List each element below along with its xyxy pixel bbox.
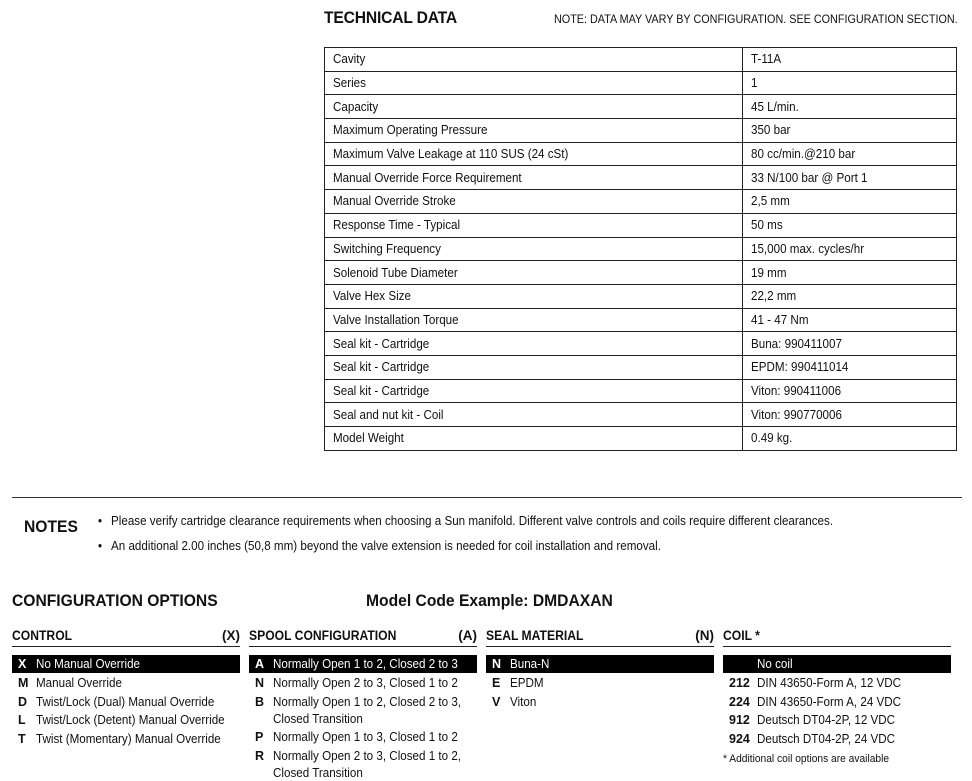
- technical-data-table: [324, 47, 957, 451]
- coil-footnote: * Additional coil options are available: [723, 753, 890, 765]
- technical-data-row: [325, 142, 957, 166]
- seal-option-text: Buna-N: [510, 657, 550, 671]
- control-option-code: D: [18, 695, 28, 709]
- spec-label: Cavity: [333, 52, 366, 67]
- technical-data-row: [325, 166, 957, 190]
- notes-divider: [12, 497, 962, 498]
- seal-option: [486, 693, 714, 711]
- spec-label: Model Weight: [333, 431, 404, 446]
- spec-label: Solenoid Tube Diameter: [333, 265, 458, 280]
- coil-option-text: Deutsch DT04-2P, 12 VDC: [757, 713, 896, 727]
- coil-option: [723, 693, 951, 711]
- spec-label: Valve Hex Size: [333, 289, 411, 304]
- seal-header-name: SEAL MATERIAL: [486, 628, 584, 643]
- spool-option: [249, 655, 477, 673]
- seal-option-text: EPDM: [510, 676, 544, 690]
- technical-data-row: [325, 355, 957, 379]
- technical-data-row: [325, 237, 957, 261]
- spec-label: Seal and nut kit - Coil: [333, 407, 444, 422]
- bullet-icon: •: [98, 539, 103, 553]
- control-option-code: M: [18, 676, 29, 690]
- spec-label-cell: [325, 142, 743, 166]
- spool-header-code: (A): [458, 628, 477, 643]
- technical-data-row: [325, 48, 957, 72]
- spool-option: [249, 728, 477, 746]
- spec-label: Seal kit - Cartridge: [333, 360, 430, 375]
- spool-option-code: P: [255, 730, 264, 744]
- note-text: An additional 2.00 inches (50,8 mm) beyond the valve extension is needed for coil installation and removal.: [111, 539, 661, 553]
- spec-value: 350 bar: [751, 123, 791, 138]
- spec-label-cell: [325, 308, 743, 332]
- coil-header: [723, 628, 951, 647]
- technical-data-row: [325, 71, 957, 95]
- coil-option-code: 224: [729, 695, 750, 709]
- control-option: [12, 655, 240, 673]
- seal-option: [486, 674, 714, 692]
- note-item: [98, 539, 661, 553]
- spec-label-cell: [325, 427, 743, 451]
- configuration-title: CONFIGURATION OPTIONS: [12, 591, 218, 610]
- spec-value-cell: [743, 166, 957, 190]
- control-header-name: CONTROL: [12, 628, 73, 643]
- technical-data-row: [325, 213, 957, 237]
- seal-option-code: N: [492, 657, 502, 671]
- spec-value-cell: [743, 48, 957, 72]
- spec-label-cell: [325, 95, 743, 119]
- spec-value-cell: [743, 427, 957, 451]
- coil-option-text: DIN 43650-Form A, 12 VDC: [757, 676, 902, 690]
- coil-option-code: 924: [729, 732, 750, 746]
- control-option-text: Twist (Momentary) Manual Override: [36, 732, 221, 746]
- control-option: [12, 693, 240, 711]
- technical-data-row: [325, 403, 957, 427]
- spool-header-name: SPOOL CONFIGURATION: [249, 628, 397, 643]
- control-option: [12, 711, 240, 729]
- technical-data-title: TECHNICAL DATA: [324, 8, 457, 27]
- coil-header-name: COIL *: [723, 628, 760, 643]
- spec-value-cell: [743, 308, 957, 332]
- spec-label: Seal kit - Cartridge: [333, 336, 430, 351]
- spec-label-cell: [325, 213, 743, 237]
- spec-label: Valve Installation Torque: [333, 312, 459, 327]
- spec-label-cell: [325, 71, 743, 95]
- technical-data-row: [325, 379, 957, 403]
- spec-label: Seal kit - Cartridge: [333, 383, 430, 398]
- spec-label-cell: [325, 355, 743, 379]
- technical-data-row: [325, 332, 957, 356]
- spec-value: 41 - 47 Nm: [751, 312, 809, 327]
- spec-value-cell: [743, 355, 957, 379]
- spec-value-cell: [743, 190, 957, 214]
- spool-option-text-continued: Closed Transition: [273, 712, 363, 726]
- spool-option-text: Normally Open 1 to 2, Closed 2 to 3,: [273, 695, 462, 709]
- model-code-example: Model Code Example: DMDAXAN: [366, 591, 613, 610]
- spec-value: 22,2 mm: [751, 289, 797, 304]
- technical-data-row: [325, 284, 957, 308]
- seal-option-text: Viton: [510, 695, 537, 709]
- spool-option: [249, 674, 477, 692]
- spec-value: Buna: 990411007: [751, 336, 842, 351]
- spec-value: 33 N/100 bar @ Port 1: [751, 170, 868, 185]
- spec-value: 0.49 kg.: [751, 431, 793, 446]
- spec-label-cell: [325, 332, 743, 356]
- seal-header: [486, 628, 714, 647]
- spec-label-cell: [325, 190, 743, 214]
- notes-label: NOTES: [24, 517, 78, 536]
- coil-option-code: 212: [729, 676, 750, 690]
- coil-option: [723, 674, 951, 692]
- coil-option: [723, 655, 951, 673]
- control-header: [12, 628, 240, 647]
- spec-value-cell: [743, 403, 957, 427]
- spec-value: Viton: 990770006: [751, 407, 842, 422]
- note-text: Please verify cartridge clearance requirements when choosing a Sun manifold. Different valve controls and coils require different clearances.: [111, 514, 834, 528]
- spec-value: 50 ms: [751, 218, 783, 233]
- spec-value-cell: [743, 119, 957, 143]
- spec-label: Maximum Valve Leakage at 110 SUS (24 cSt): [333, 147, 569, 162]
- technical-data-row: [325, 427, 957, 451]
- spec-value-cell: [743, 237, 957, 261]
- coil-option: [723, 730, 951, 748]
- spec-label: Switching Frequency: [333, 241, 441, 256]
- control-header-code: (X): [222, 628, 240, 643]
- control-option: [12, 674, 240, 692]
- control-option-code: X: [18, 657, 27, 671]
- control-option-code: L: [18, 713, 26, 727]
- control-option-text: No Manual Override: [36, 657, 141, 671]
- spool-option-code: B: [255, 695, 265, 709]
- spec-label-cell: [325, 166, 743, 190]
- control-option-text: Twist/Lock (Dual) Manual Override: [36, 695, 215, 709]
- control-option-text: Twist/Lock (Detent) Manual Override: [36, 713, 225, 727]
- spec-value-cell: [743, 261, 957, 285]
- spool-option-code: A: [255, 657, 265, 671]
- control-option: [12, 730, 240, 748]
- spool-option-text: Normally Open 2 to 3, Closed 1 to 2,: [273, 749, 462, 763]
- spec-label-cell: [325, 284, 743, 308]
- spec-label-cell: [325, 403, 743, 427]
- spec-label: Manual Override Stroke: [333, 194, 456, 209]
- coil-option: [723, 711, 951, 729]
- technical-data-row: [325, 95, 957, 119]
- spec-value: 19 mm: [751, 265, 787, 280]
- spec-label-cell: [325, 48, 743, 72]
- spec-label-cell: [325, 379, 743, 403]
- spec-value-cell: [743, 284, 957, 308]
- spool-header: [249, 628, 477, 647]
- spec-value: Viton: 990411006: [751, 383, 842, 398]
- seal-option-code: V: [492, 695, 501, 709]
- spec-value-cell: [743, 142, 957, 166]
- technical-data-row: [325, 119, 957, 143]
- spec-label-cell: [325, 119, 743, 143]
- spec-label-cell: [325, 261, 743, 285]
- spool-option-text: Normally Open 1 to 2, Closed 2 to 3: [273, 657, 458, 671]
- spec-value-cell: [743, 379, 957, 403]
- spec-label-cell: [325, 237, 743, 261]
- technical-data-row: [325, 190, 957, 214]
- spec-value-cell: [743, 213, 957, 237]
- seal-header-code: (N): [695, 628, 714, 643]
- spec-label: Series: [333, 76, 366, 91]
- spool-option-text: Normally Open 2 to 3, Closed 1 to 2: [273, 676, 458, 690]
- spec-value: 2,5 mm: [751, 194, 790, 209]
- bullet-icon: •: [98, 514, 103, 528]
- spec-label: Capacity: [333, 99, 379, 114]
- spool-option: [249, 693, 477, 727]
- spec-label: Response Time - Typical: [333, 218, 461, 233]
- technical-data-row: [325, 308, 957, 332]
- spec-value-cell: [743, 332, 957, 356]
- coil-option-code: 912: [729, 713, 750, 727]
- technical-data-row: [325, 261, 957, 285]
- spec-value: 15,000 max. cycles/hr: [751, 241, 865, 256]
- spec-value: EPDM: 990411014: [751, 360, 849, 375]
- control-option-text: Manual Override: [36, 676, 122, 690]
- control-option-code: T: [18, 732, 26, 746]
- spool-option-code: R: [255, 749, 265, 763]
- spec-label: Maximum Operating Pressure: [333, 123, 488, 138]
- spec-label: Manual Override Force Requirement: [333, 170, 522, 185]
- coil-option-text: Deutsch DT04-2P, 24 VDC: [757, 732, 896, 746]
- spec-value: T-11A: [751, 52, 782, 67]
- spool-option-text-continued: Closed Transition: [273, 766, 363, 780]
- spec-value-cell: [743, 71, 957, 95]
- spec-value: 45 L/min.: [751, 99, 799, 114]
- spool-option-text: Normally Open 1 to 3, Closed 1 to 2: [273, 730, 458, 744]
- spec-value: 80 cc/min.@210 bar: [751, 147, 856, 162]
- coil-option-text: DIN 43650-Form A, 24 VDC: [757, 695, 902, 709]
- spec-value-cell: [743, 95, 957, 119]
- note-item: [98, 514, 833, 528]
- technical-data-note: NOTE: DATA MAY VARY BY CONFIGURATION. SEE CONFIGURATION SECTION.: [554, 12, 958, 26]
- spool-option-code: N: [255, 676, 265, 690]
- seal-option: [486, 655, 714, 673]
- coil-option-text: No coil: [757, 657, 793, 671]
- spec-value: 1: [751, 76, 758, 91]
- seal-option-code: E: [492, 676, 501, 690]
